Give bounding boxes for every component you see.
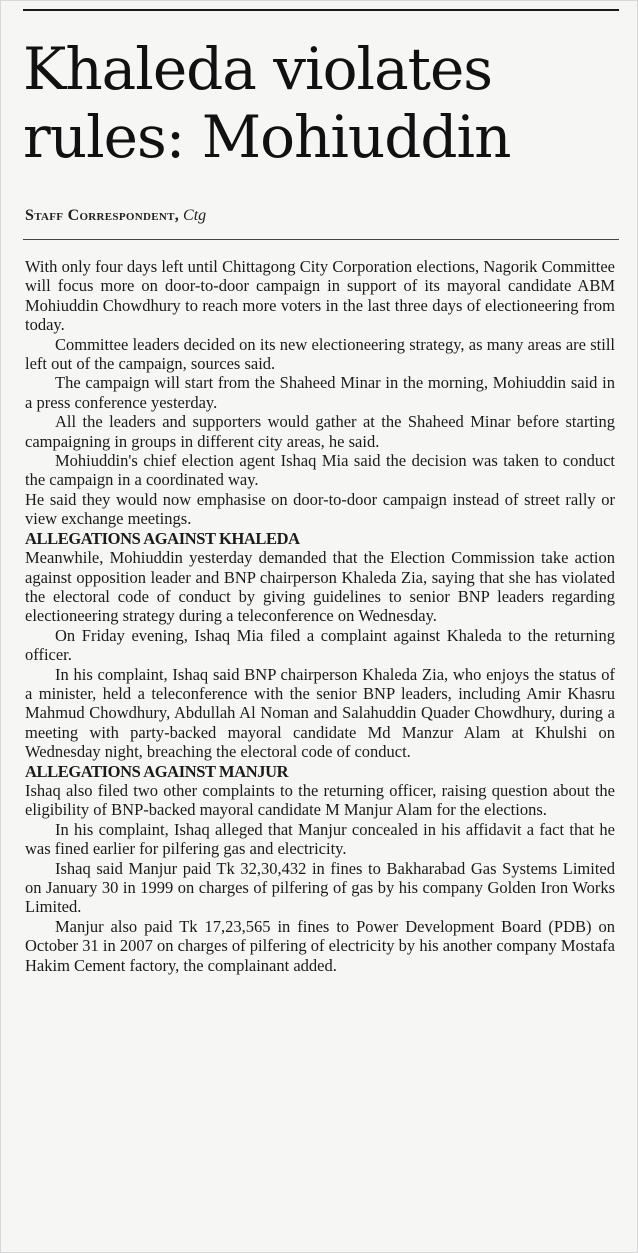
byline-rule — [23, 239, 619, 240]
article-paragraph: With only four days left until Chittagong City Corporation elections, Nagorik Committee will focus more on door-to-door campaign in support of its mayoral candidate ABM Mohiuddin Chowdhury to reach more voters in the last three days of electioneering from today. — [25, 257, 615, 335]
headline: Khaleda violates rules: Mohiuddin — [23, 35, 511, 171]
article-paragraph: He said they would now emphasise on door-to-door campaign instead of street rally or view exchange meetings. — [25, 489, 615, 529]
article-paragraph: Meanwhile, Mohiuddin yesterday demanded that the Election Commission take action against opposition leader and BNP chairperson Khaleda Zia, saying that she has violated the electoral code of conduct by giving guidelines to senior BNP leaders regarding electioneering strategy during a teleconference on Wednesday. — [25, 548, 615, 626]
article-paragraph: In his complaint, Ishaq alleged that Manjur concealed in his affidavit a fact that he was fined earlier for pilfering gas and electricity. — [25, 819, 615, 859]
top-rule — [23, 9, 619, 11]
article-paragraph: The campaign will start from the Shaheed Minar in the morning, Mohiuddin said in a press conference yesterday. — [25, 373, 615, 412]
article-paragraph: Ishaq also filed two other complaints to the returning officer, raising question about the eligibility of BNP-backed mayoral candidate M Manjur Alam for the elections. — [25, 780, 615, 820]
article-paragraph: On Friday evening, Ishaq Mia filed a complaint against Khaleda to the returning officer. — [25, 625, 615, 665]
subhead-manjur: ALLEGATIONS AGAINST MANJUR — [25, 761, 289, 781]
byline-author: Staff Correspondent, — [25, 207, 180, 224]
byline — [25, 207, 206, 225]
subhead-khaleda: ALLEGATIONS AGAINST KHALEDA — [25, 528, 300, 548]
article-paragraph: Mohiuddin's chief election agent Ishaq Mia said the decision was taken to conduct the campaign in a coordinated way. — [25, 451, 615, 490]
article-body — [25, 257, 615, 975]
article-paragraph: Ishaq said Manjur paid Tk 32,30,432 in fines to Bakharabad Gas Systems Limited on January 30 in 1999 on charges of pilfering of gas by his company Golden Iron Works Limited. — [25, 858, 615, 917]
byline-place: Ctg — [183, 207, 207, 224]
article-paragraph: Manjur also paid Tk 17,23,565 in fines to Power Development Board (PDB) on October 31 in 2007 on charges of pilfering of electricity by his another company Mostafa Hakim Cement factory, the complainant added. — [25, 916, 615, 975]
article-paragraph: In his complaint, Ishaq said BNP chairperson Khaleda Zia, who enjoys the status of a minister, held a teleconference with the senior BNP leaders, including Amir Khasru Mahmud Chowdhury, Abdullah Al Noman and Salahuddin Quader Chowdhury, during a meeting with party-backed mayoral candidate Md Manzur Alam at Khulshi on Wednesday night, breaching the electoral code of conduct. — [25, 664, 615, 762]
article-paragraph: All the leaders and supporters would gather at the Shaheed Minar before starting campaigning in groups in different city areas, he said. — [25, 412, 615, 451]
article-paragraph: Committee leaders decided on its new electioneering strategy, as many areas are still left out of the campaign, sources said. — [25, 334, 615, 374]
